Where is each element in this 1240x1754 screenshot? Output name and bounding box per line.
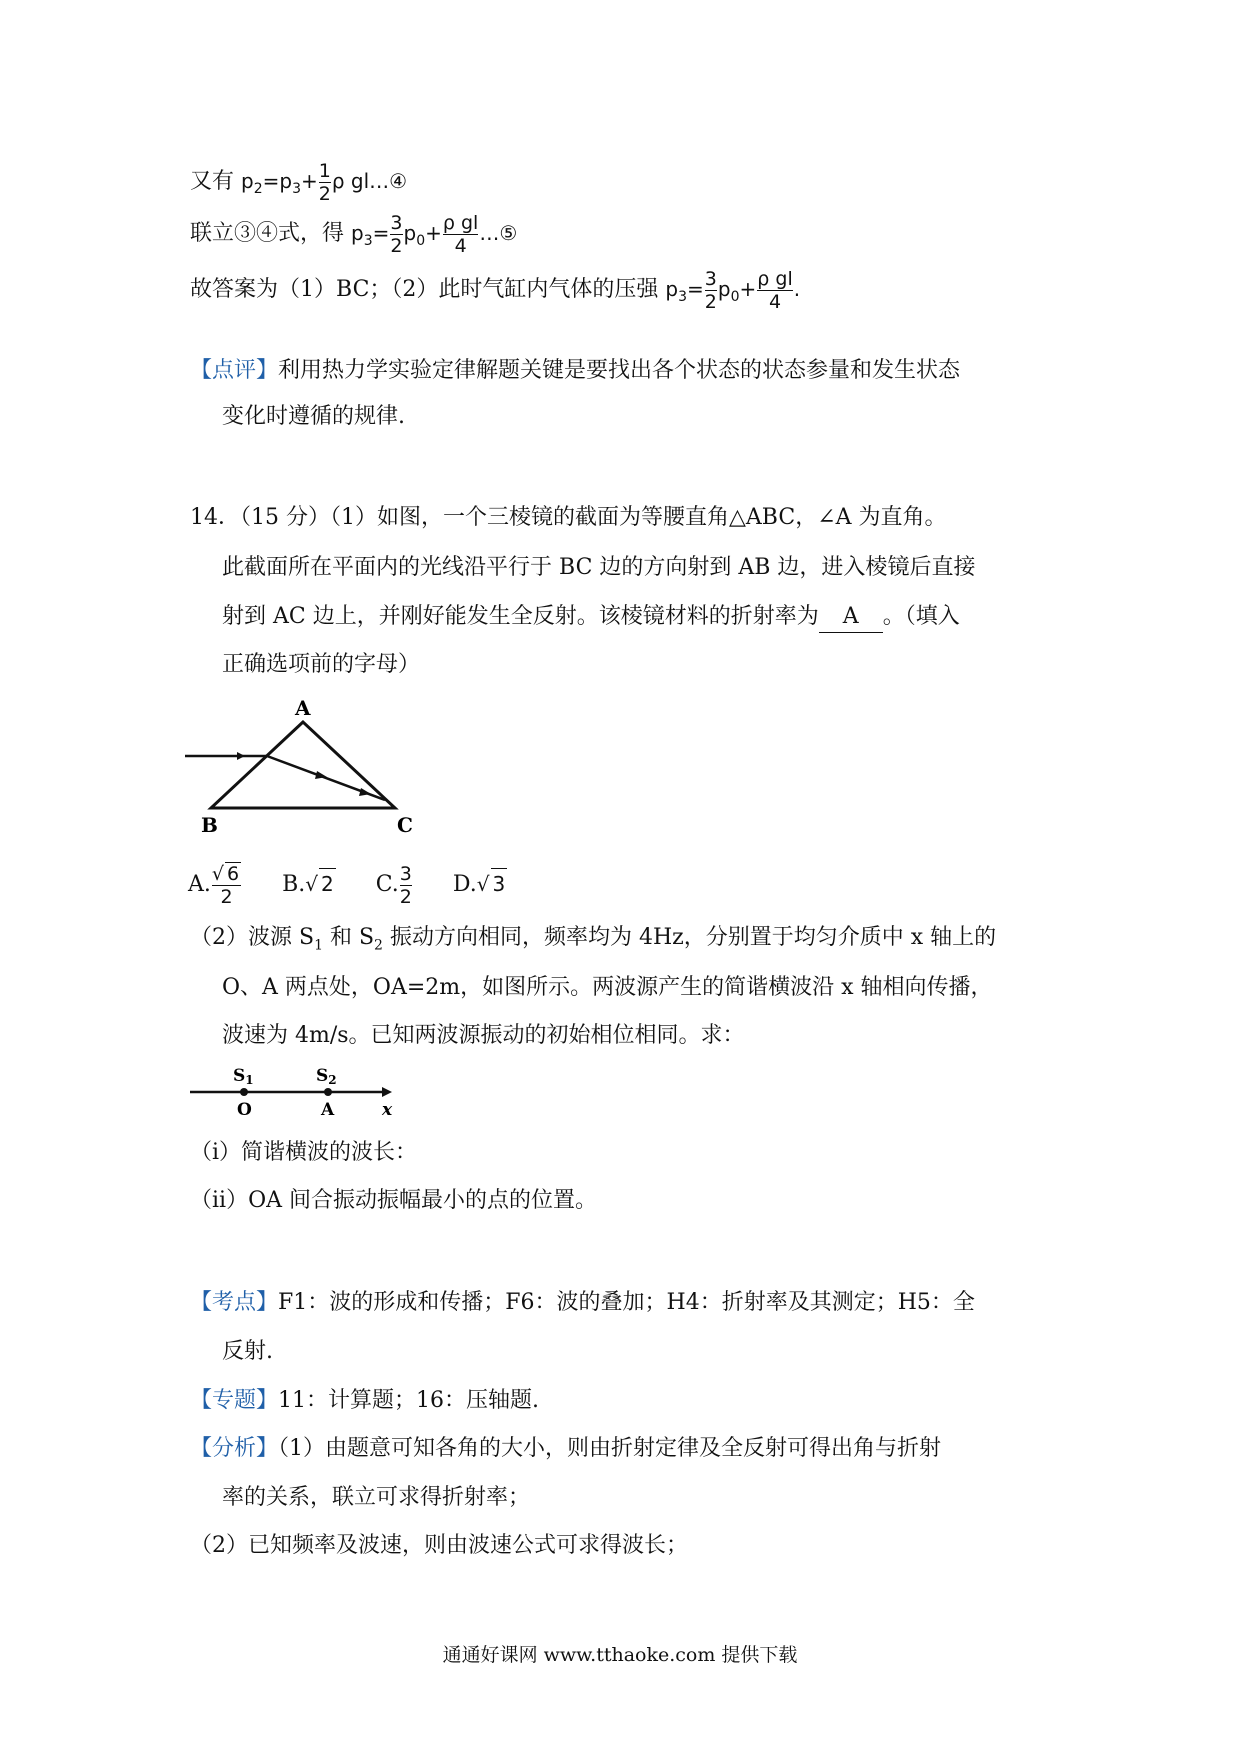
- point-a: [324, 1088, 332, 1096]
- part-2-line-1: （2）波源 $S_1$ 和 $S_2$ 振动方向相同，频率均为 4Hz，分别置于均匀介质中 x 轴上的: [190, 925, 997, 954]
- point-label-o: O: [237, 1100, 252, 1120]
- analysis-tag: 【分析】: [190, 1436, 279, 1461]
- vertex-label-c: C: [397, 813, 413, 837]
- vertex-label-b: B: [201, 813, 218, 837]
- equation-line-5: 联立③④式，得 $p_3=$ $\frac{3}{2}$ $p_0+$ $\frac{\text{ρ gl}}{4}$ …⑤: [190, 212, 518, 257]
- key-points-line-1: 【考点】F1：波的形成和传播；F6：波的叠加；H4：折射率及其测定；H5：全: [190, 1290, 975, 1315]
- analysis-line-2: 率的关系，联立可求得折射率；: [222, 1485, 531, 1510]
- sub-question-i: （i）简谐横波的波长：: [190, 1140, 418, 1165]
- review-line-1: 【点评】利用热力学实验定律解题关键是要找出各个状态的状态参量和发生状态: [190, 358, 961, 383]
- point-o: [240, 1088, 248, 1096]
- question-14-line-4: 正确选项前的字母）: [222, 652, 421, 677]
- option-a: A. $\frac{√ 6}{2}$: [188, 863, 240, 908]
- sub-question-ii: （ii）OA 间合振动振幅最小的点的位置。: [190, 1188, 597, 1213]
- part-2-line-3: 波速为 4m/s。已知两波源振动的初始相位相同。求：: [222, 1023, 745, 1048]
- equation-4: $p_2=p_3+$ $\frac{1}{2}$ ρ gl…④: [241, 160, 408, 205]
- source-label-s2: S2: [316, 1066, 337, 1087]
- fraction: $\frac{3}{2}$: [399, 862, 412, 908]
- answer-line: 故答案为（1）BC；（2）此时气缸内气体的压强 $p_3=$ $\frac{3}{2}$ $p_0+$ $\frac{\text{ρ gl}}{4}$ .: [190, 268, 801, 313]
- part-2-line-2: O、A 两点处，OA=2m，如图所示。两波源产生的简谐横波沿 x 轴相向传播，: [222, 975, 993, 1000]
- topic-tag: 【专题】: [190, 1388, 279, 1413]
- option-d: D.√ 3: [453, 872, 507, 897]
- answer-blank: A: [819, 602, 883, 633]
- key-points-line-2: 反射.: [222, 1339, 273, 1364]
- wave-source-axis-diagram: [186, 1062, 406, 1120]
- key-points-tag: 【考点】: [190, 1290, 279, 1315]
- answer-options: [188, 862, 507, 908]
- fraction: $\frac{√ 6}{2}$: [211, 863, 240, 908]
- equation-5: $p_3=$ $\frac{3}{2}$ $p_0+$ $\frac{\text{ρ gl}}{4}$ …⑤: [351, 212, 518, 257]
- question-14-line-2: 此截面所在平面内的光线沿平行于 BC 边的方向射到 AB 边，进入棱镜后直接: [222, 555, 976, 580]
- point-label-a: A: [321, 1100, 335, 1120]
- answer-equation: $p_3=$ $\frac{3}{2}$ $p_0+$ $\frac{\text{ρ gl}}{4}$ .: [665, 268, 801, 313]
- option-b: B.√ 2: [282, 872, 336, 897]
- option-c: C. $\frac{3}{2}$: [375, 862, 412, 908]
- question-14-line-3: 射到 AC 边上，并刚好能发生全反射。该棱镜材料的折射率为 A 。（填入: [222, 602, 960, 633]
- prism-diagram: [185, 700, 425, 840]
- equation-line-4: 又有 $p_2=p_3+$ $\frac{1}{2}$ ρ gl…④: [190, 160, 408, 205]
- fraction: $\frac{\text{ρ gl}}{4}$: [442, 212, 479, 257]
- analysis-line-3: （2）已知频率及波速，则由波速公式可求得波长；: [190, 1533, 688, 1558]
- incident-ray-arrow: [237, 752, 245, 760]
- topic-line: 【专题】11：计算题；16：压轴题.: [190, 1388, 539, 1413]
- question-14-line-1: 14．（15 分）（1）如图，一个三棱镜的截面为等腰直角△ABC，∠A 为直角。: [190, 505, 947, 530]
- vertex-label-a: A: [295, 700, 311, 720]
- prism-triangle: [211, 722, 395, 808]
- fraction: $\frac{1}{2}$: [318, 160, 331, 205]
- review-line-2: 变化时遵循的规律.: [222, 404, 405, 429]
- source-label-s1: S1: [233, 1066, 254, 1087]
- analysis-line-1: 【分析】（1）由题意可知各角的大小，则由折射定律及全反射可得出角与折射: [190, 1436, 942, 1461]
- fraction: $\frac{\text{ρ gl}}{4}$: [757, 268, 793, 313]
- axis-label-x: x: [382, 1100, 393, 1120]
- page-footer: 通通好课网 www.tthaoke.com 提供下载: [442, 1644, 798, 1666]
- x-axis-arrow: [382, 1087, 392, 1097]
- fraction: $\frac{3}{2}$: [704, 268, 717, 313]
- review-tag: 【点评】: [190, 358, 279, 383]
- fraction: $\frac{3}{2}$: [390, 212, 403, 257]
